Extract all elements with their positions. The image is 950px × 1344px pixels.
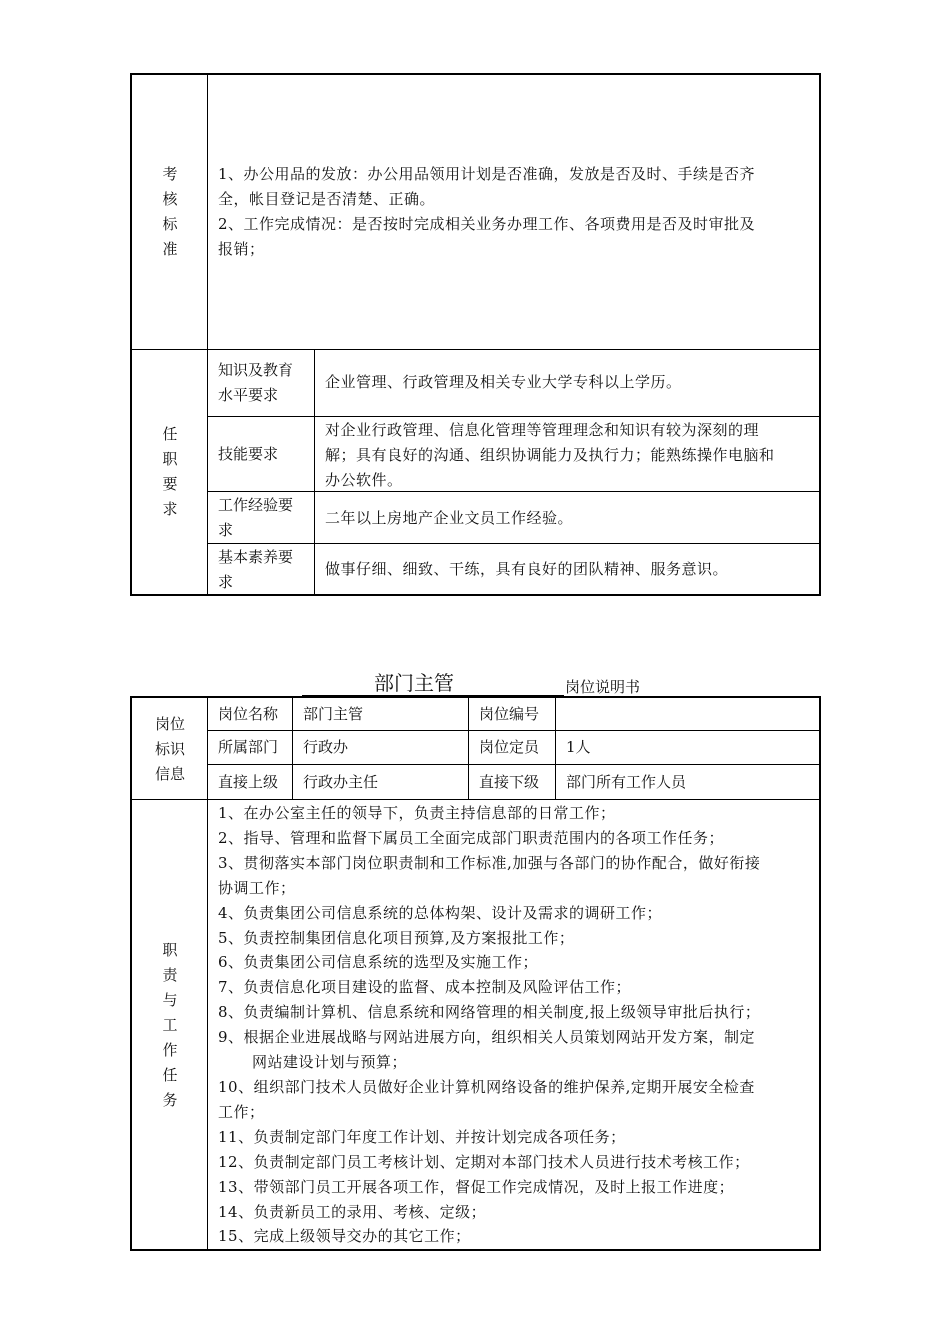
list-item: 1、在办公室主任的领导下，负责主持信息部的日常工作； bbox=[218, 804, 616, 822]
experience-requirement-value: 二年以上房地产企业文员工作经验。 bbox=[325, 509, 574, 527]
post-number-label: 岗位编号 bbox=[479, 705, 540, 723]
post-subtitle: 岗位说明书 bbox=[565, 678, 641, 696]
post-name-value: 部门主管 bbox=[303, 705, 364, 723]
duties-label: 职 责 与 工 作 任 务 bbox=[162, 941, 178, 1109]
list-item: 14、负责新员工的录用、考核、定级； bbox=[218, 1202, 487, 1221]
headcount-label: 岗位定员 bbox=[479, 738, 540, 756]
list-item: 4、负责集团公司信息系统的总体构架、设计及需求的调研工作； bbox=[218, 903, 663, 922]
duties-list bbox=[218, 801, 760, 1249]
list-item: 5、负责控制集团信息化项目预算,及方案报批工作； bbox=[218, 928, 575, 947]
direct-superior-value: 行政办主任 bbox=[303, 773, 379, 791]
headcount-value: 1人 bbox=[566, 738, 591, 756]
list-item: 网站建设计划与预算； bbox=[252, 1053, 408, 1072]
department-label: 所属部门 bbox=[218, 738, 279, 756]
list-item: 协调工作； bbox=[218, 878, 296, 897]
list-item: 11、负责制定部门年度工作计划、并按计划完成各项任务； bbox=[218, 1127, 626, 1146]
list-item: 8、负责编制计算机、信息系统和网络管理的相关制度,报上级领导审批后执行； bbox=[218, 1003, 761, 1022]
post-info-label: 岗位 标识 信息 bbox=[154, 715, 185, 783]
list-item: 工作； bbox=[218, 1102, 265, 1121]
quality-requirement-value: 做事仔细、细致、干练，具有良好的团队精神、服务意识。 bbox=[325, 560, 729, 578]
list-item: 13、带领部门员工开展各项工作，督促工作完成情况，及时上报工作进度； bbox=[218, 1177, 735, 1196]
list-item: 12、负责制定部门员工考核计划、定期对本部门技术人员进行技术考核工作； bbox=[218, 1152, 750, 1171]
post-title: 部门主管 bbox=[374, 671, 454, 695]
assessment-criteria: 1、办公用品的发放：办公用品领用计划是否准确，发放是否及时、手续是否齐 全，帐目登记是否清楚、正确。 2、工作完成情况：是否按时完成相关业务办理工作、各项费用是否及时审批及 报销； bbox=[218, 165, 756, 258]
list-item: 15、完成上级领导交办的其它工作； bbox=[218, 1227, 471, 1246]
assessment-label: 考 核 标 准 bbox=[162, 165, 178, 258]
list-item: 10、组织部门技术人员做好企业计算机网络设备的维护保养,定期开展安全检查 bbox=[218, 1077, 755, 1096]
education-requirement-value: 企业管理、行政管理及相关专业大学专科以上学历。 bbox=[325, 373, 682, 391]
skill-requirement-label: 技能要求 bbox=[218, 445, 279, 463]
quality-requirement-label: 基本素养要 求 bbox=[218, 548, 294, 591]
direct-subordinate-label: 直接下级 bbox=[479, 773, 540, 791]
direct-superior-label: 直接上级 bbox=[218, 773, 279, 791]
direct-subordinate-value: 部门所有工作人员 bbox=[566, 773, 687, 791]
experience-requirement-label: 工作经验要 求 bbox=[218, 496, 294, 539]
list-item: 6、负责集团公司信息系统的选型及实施工作； bbox=[218, 953, 539, 972]
list-item: 3、贯彻落实本部门岗位职责制和工作标准,加强与各部门的协作配合，做好衔接 bbox=[218, 853, 761, 872]
post-name-label: 岗位名称 bbox=[218, 705, 279, 723]
list-item: 2、指导、管理和监督下属员工全面完成部门职责范围内的各项工作任务； bbox=[218, 828, 725, 847]
list-item: 9、根据企业进展战略与网站进展方向，组织相关人员策划网站开发方案，制定 bbox=[218, 1028, 756, 1047]
list-item: 7、负责信息化项目建设的监督、成本控制及风险评估工作； bbox=[218, 978, 632, 997]
education-requirement-label: 知识及教育 水平要求 bbox=[218, 361, 294, 404]
skill-requirement-value: 对企业行政管理、信息化管理等管理理念和知识有较为深刻的理 解；具有良好的沟通、组织协调能力及执行力；能熟练操作电脑和 办公软件。 bbox=[325, 421, 775, 489]
department-value: 行政办 bbox=[303, 738, 349, 756]
requirements-label: 任 职 要 求 bbox=[162, 425, 178, 518]
